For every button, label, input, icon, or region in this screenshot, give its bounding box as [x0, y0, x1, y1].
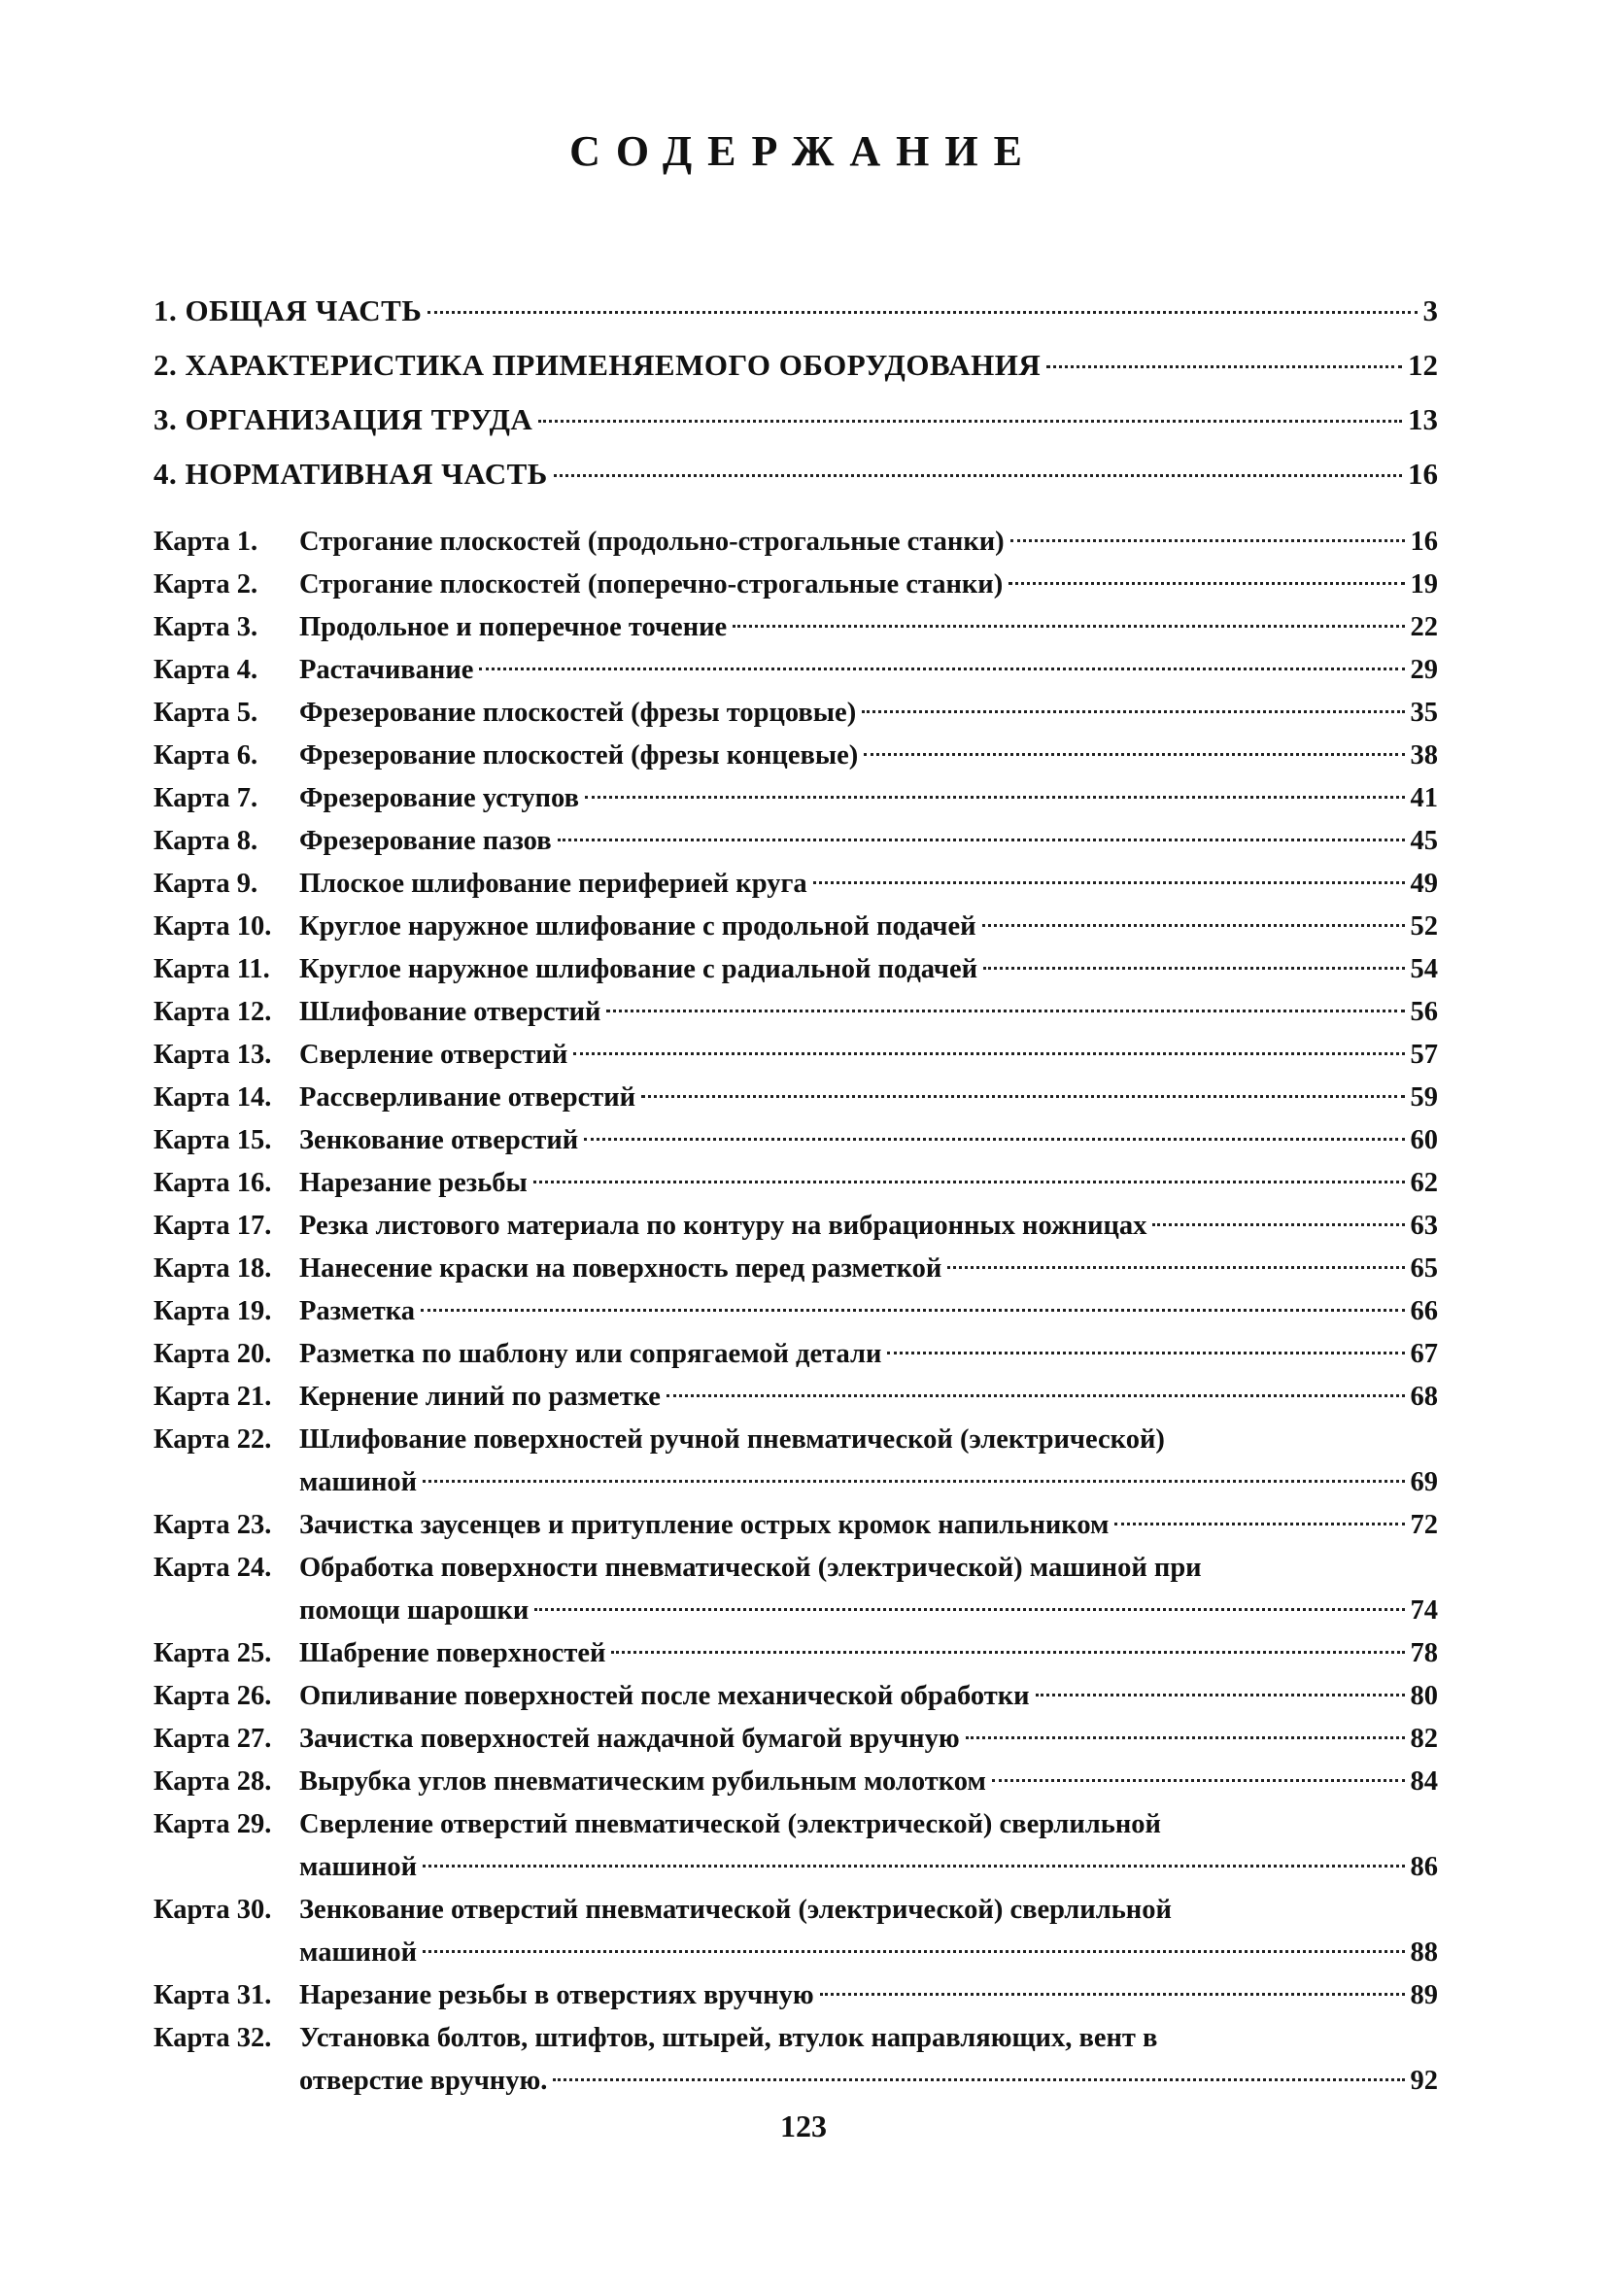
toc-card-row	[299, 1333, 1438, 1376]
toc-page-number: 78	[1410, 1638, 1438, 1668]
toc-card-body	[299, 1504, 1438, 1547]
toc-card-title: машиной	[299, 1467, 418, 1497]
toc-card-number: Карта 28.	[154, 1766, 272, 1797]
toc-card-number: Карта 25.	[154, 1638, 272, 1668]
dot-leader	[421, 1309, 1404, 1312]
toc-card-title-line: Зенкование отверстий пневматической (электрической) сверлильной	[299, 1895, 1172, 1925]
toc-card-number: Карта 13.	[154, 1040, 272, 1070]
toc-section-entry	[154, 291, 1438, 346]
toc-card-row	[299, 1974, 1438, 2017]
toc-card-number: Карта 2.	[154, 569, 258, 600]
toc-card-title: Растачивание	[299, 655, 474, 685]
toc-card-row	[299, 1248, 1438, 1290]
toc-card-body	[299, 1675, 1438, 1718]
toc-page-number: 67	[1410, 1339, 1438, 1369]
toc-card-entry	[154, 606, 1438, 649]
toc-card-row	[299, 1162, 1438, 1205]
toc-card-title: Фрезерование пазов	[299, 826, 552, 856]
toc-card-row	[299, 1632, 1438, 1675]
toc-card-entry	[154, 649, 1438, 692]
toc-card-entry	[154, 735, 1438, 777]
toc-page-number: 52	[1410, 911, 1438, 942]
toc-page-number: 62	[1410, 1168, 1438, 1198]
dot-leader	[992, 1779, 1405, 1782]
toc-card-entry	[154, 906, 1438, 948]
toc-card-title: Нарезание резьбы	[299, 1168, 528, 1198]
toc-page-number: 84	[1410, 1766, 1438, 1797]
toc-card-number: Карта 7.	[154, 783, 258, 813]
toc-card-number: Карта 11.	[154, 954, 270, 984]
toc-card-entry	[154, 1248, 1438, 1290]
toc-card-number: Карта 23.	[154, 1510, 272, 1540]
toc-card-row	[299, 1675, 1438, 1718]
toc-page-number: 92	[1410, 2066, 1438, 2096]
toc-card-row	[299, 1205, 1438, 1248]
toc-card-body	[299, 1333, 1438, 1376]
toc-card-number: Карта 15.	[154, 1125, 272, 1155]
toc-card-entry	[154, 1547, 1438, 1632]
page-title: СОДЕРЖАНИЕ	[569, 127, 1038, 175]
toc-card-title: Круглое наружное шлифование с продольной подачей	[299, 911, 976, 942]
toc-card-title: Опиливание поверхностей после механической обработки	[299, 1681, 1030, 1711]
toc-card-number: Карта 1.	[154, 527, 258, 557]
toc-page-number: 35	[1410, 698, 1438, 728]
toc-page-number: 68	[1410, 1382, 1438, 1412]
toc-page-number: 16	[1408, 457, 1438, 491]
toc-page-number: 56	[1410, 997, 1438, 1027]
toc-card-entry	[154, 1205, 1438, 1248]
toc-card-number: Карта 24.	[154, 1553, 272, 1583]
toc-card-title: Нарезание резьбы в отверстиях вручную	[299, 1980, 814, 2010]
toc-card-row	[299, 1846, 1438, 1889]
toc-card-title: Сверление отверстий	[299, 1040, 568, 1070]
toc-card-title: Зенкование отверстий	[299, 1125, 579, 1155]
toc-card-title: отверстие вручную.	[299, 2066, 548, 2096]
toc-card-number: Карта 17.	[154, 1211, 272, 1241]
toc-card-entry	[154, 1162, 1438, 1205]
toc-card-title: Продольное и поперечное точение	[299, 612, 728, 642]
toc-card-row	[299, 1761, 1438, 1803]
toc-card-title: машиной	[299, 1937, 418, 1968]
toc-card-body	[299, 1205, 1438, 1248]
toc-page-number: 86	[1410, 1852, 1438, 1882]
toc-card-title: помощи шарошки	[299, 1595, 530, 1626]
toc-card-row	[299, 1718, 1438, 1761]
toc-card-body	[299, 991, 1438, 1034]
toc-card-body	[299, 1290, 1438, 1333]
dot-leader	[1046, 365, 1402, 368]
toc-card-body	[299, 1803, 1438, 1889]
dot-leader	[533, 1181, 1405, 1183]
toc-card-title: Круглое наружное шлифование с радиальной подачей	[299, 954, 978, 984]
dot-leader	[982, 924, 1405, 927]
toc-card-title: Разметка по шаблону или сопрягаемой детали	[299, 1339, 882, 1369]
toc-page-number: 74	[1410, 1595, 1438, 1626]
toc-page-number: 60	[1410, 1125, 1438, 1155]
toc-card-title: Фрезерование плоскостей (фрезы торцовые)	[299, 698, 857, 728]
dot-leader	[427, 311, 1417, 314]
toc-page-number: 19	[1410, 569, 1438, 600]
toc-page-number: 29	[1410, 655, 1438, 685]
toc-card-title: Строгание плоскостей (поперечно-строгальные станки)	[299, 569, 1004, 600]
toc-card-entry	[154, 1761, 1438, 1803]
toc-card-entry	[154, 820, 1438, 863]
toc-card-title: Фрезерование плоскостей (фрезы концевые)	[299, 740, 859, 771]
dot-leader	[947, 1266, 1404, 1269]
dot-leader	[887, 1352, 1404, 1354]
dot-leader	[611, 1651, 1404, 1654]
toc-card-title: Вырубка углов пневматическим рубильным молотком	[299, 1766, 986, 1797]
toc-card-row	[299, 991, 1438, 1034]
toc-card-entry	[154, 521, 1438, 564]
dot-leader	[423, 1480, 1404, 1483]
toc-card-row	[299, 606, 1438, 649]
toc-card-row	[299, 649, 1438, 692]
toc-card-body	[299, 649, 1438, 692]
dot-leader	[813, 881, 1405, 884]
toc-card-title-line: Обработка поверхности пневматической (электрической) машиной при	[299, 1553, 1202, 1583]
toc-card-body	[299, 1547, 1438, 1632]
toc-card-entry	[154, 1803, 1438, 1889]
toc-page-number: 13	[1408, 402, 1438, 436]
toc-card-number: Карта 27.	[154, 1724, 272, 1754]
dot-leader	[983, 967, 1404, 970]
toc-card-entry	[154, 1333, 1438, 1376]
toc-card-row	[299, 863, 1438, 906]
toc-card-number: Карта 18.	[154, 1253, 272, 1284]
toc-card-row	[299, 1461, 1438, 1504]
toc-card-body	[299, 1034, 1438, 1077]
toc-card-entry	[154, 1974, 1438, 2017]
toc-section-label: 4. НОРМАТИВНАЯ ЧАСТЬ	[154, 457, 548, 491]
toc-section-label: 3. ОРГАНИЗАЦИЯ ТРУДА	[154, 402, 533, 436]
toc-card-body	[299, 1248, 1438, 1290]
toc-card-body	[299, 1162, 1438, 1205]
page-number: 123	[780, 2108, 827, 2143]
dot-leader	[820, 1993, 1405, 1996]
toc-card-title: Плоское шлифование периферией круга	[299, 869, 807, 899]
dot-leader	[864, 753, 1404, 756]
dot-leader	[1009, 582, 1404, 585]
toc-card-number: Карта 10.	[154, 911, 272, 942]
toc-card-title: Разметка	[299, 1296, 416, 1326]
toc-page-number: 88	[1410, 1937, 1438, 1968]
toc-card-body	[299, 521, 1438, 564]
toc-card-number: Карта 12.	[154, 997, 272, 1027]
dot-leader	[641, 1095, 1404, 1098]
toc-card-row	[299, 692, 1438, 735]
toc-page-number: 69	[1410, 1467, 1438, 1497]
toc-card-title: Нанесение краски на поверхность перед разметкой	[299, 1253, 942, 1284]
toc-card-body	[299, 606, 1438, 649]
toc-card-body	[299, 1632, 1438, 1675]
toc-card-body	[299, 948, 1438, 991]
toc-card-title: Зачистка поверхностей наждачной бумагой вручную	[299, 1724, 960, 1754]
toc-card-row	[299, 948, 1438, 991]
toc-card-row	[299, 2060, 1438, 2103]
toc-card-body	[299, 692, 1438, 735]
toc-page-number: 80	[1410, 1681, 1438, 1711]
toc-section-label: 1. ОБЩАЯ ЧАСТЬ	[154, 293, 423, 327]
toc-card-entry	[154, 1376, 1438, 1419]
toc-card-entry	[154, 991, 1438, 1034]
toc-card-entry	[154, 1290, 1438, 1333]
toc-card-body	[299, 1119, 1438, 1162]
toc-card-row	[299, 521, 1438, 564]
toc-card-entry	[154, 1675, 1438, 1718]
toc-card-row	[299, 906, 1438, 948]
toc-card-body	[299, 1419, 1438, 1504]
toc-card-title: Строгание плоскостей (продольно-строгальные станки)	[299, 527, 1005, 557]
toc-card-entry	[154, 692, 1438, 735]
dot-leader	[667, 1394, 1405, 1397]
toc-page-number: 72	[1410, 1510, 1438, 1540]
toc-card-entry	[154, 777, 1438, 820]
toc-card-number: Карта 19.	[154, 1296, 272, 1326]
toc-section-entry	[154, 346, 1438, 400]
toc-card-entry	[154, 2017, 1438, 2103]
toc-card-title: машиной	[299, 1852, 418, 1882]
toc-card-body	[299, 1889, 1438, 1974]
toc-card-entry	[154, 1419, 1438, 1504]
toc-card-body	[299, 820, 1438, 863]
toc-page-number: 22	[1410, 612, 1438, 642]
toc-card-number: Карта 16.	[154, 1168, 272, 1198]
dot-leader	[423, 1865, 1404, 1868]
toc-card-number: Карта 14.	[154, 1082, 272, 1113]
toc-card-body	[299, 564, 1438, 606]
toc-section-entry	[154, 400, 1438, 455]
card-list	[154, 521, 1438, 2103]
toc-card-row	[299, 820, 1438, 863]
toc-card-number: Карта 26.	[154, 1681, 272, 1711]
toc-card-number: Карта 3.	[154, 612, 258, 642]
toc-card-body	[299, 863, 1438, 906]
dot-leader	[1010, 539, 1405, 542]
toc-card-entry	[154, 948, 1438, 991]
toc-card-title: Кернение линий по разметке	[299, 1382, 661, 1412]
dot-leader	[558, 839, 1405, 841]
toc-card-number: Карта 5.	[154, 698, 258, 728]
dot-leader	[553, 2078, 1404, 2081]
toc-section-entry	[154, 455, 1438, 509]
toc-card-title: Резка листового материала по контуру на вибрационных ножницах	[299, 1211, 1147, 1241]
dot-leader	[423, 1950, 1404, 1953]
section-list	[154, 291, 1438, 509]
toc-card-row	[299, 777, 1438, 820]
toc-card-title: Рассверливание отверстий	[299, 1082, 636, 1113]
toc-page-number: 59	[1410, 1082, 1438, 1113]
toc-card-title: Фрезерование уступов	[299, 783, 579, 813]
toc-card-row	[299, 735, 1438, 777]
toc-card-entry	[154, 1889, 1438, 1974]
toc-card-number: Карта 32.	[154, 2023, 272, 2053]
dot-leader	[534, 1608, 1404, 1611]
toc-card-number: Карта 20.	[154, 1339, 272, 1369]
toc-page-number: 49	[1410, 869, 1438, 899]
toc-card-title-line: Сверление отверстий пневматической (электрической) сверлильной	[299, 1809, 1161, 1839]
toc-card-number: Карта 21.	[154, 1382, 272, 1412]
toc-page-number: 65	[1410, 1253, 1438, 1284]
toc-page-number: 63	[1410, 1211, 1438, 1241]
toc-card-number: Карта 30.	[154, 1895, 272, 1925]
toc-card-title-line: Шлифование поверхностей ручной пневматической (электрической)	[299, 1424, 1165, 1455]
toc-card-row	[299, 564, 1438, 606]
toc-page-number: 57	[1410, 1040, 1438, 1070]
toc-card-number: Карта 6.	[154, 740, 258, 771]
toc-card-title: Шабрение поверхностей	[299, 1638, 606, 1668]
toc-card-row	[299, 1119, 1438, 1162]
toc-card-entry	[154, 1632, 1438, 1675]
toc-page-number: 89	[1410, 1980, 1438, 2010]
toc-card-row	[299, 1504, 1438, 1547]
toc-card-number: Карта 29.	[154, 1809, 272, 1839]
toc-page-number: 3	[1422, 293, 1438, 327]
toc-card-entry	[154, 1119, 1438, 1162]
toc-card-body	[299, 1761, 1438, 1803]
dot-leader	[606, 1010, 1404, 1012]
toc-card-number: Карта 8.	[154, 826, 258, 856]
toc-card-number: Карта 9.	[154, 869, 258, 899]
toc-page-number: 82	[1410, 1724, 1438, 1754]
toc-card-number: Карта 31.	[154, 1980, 272, 2010]
toc-card-body	[299, 1974, 1438, 2017]
dot-leader	[538, 420, 1402, 423]
toc-page-number: 38	[1410, 740, 1438, 771]
toc-page-number: 41	[1410, 783, 1438, 813]
toc-card-row	[299, 1932, 1438, 1974]
toc-card-entry	[154, 1077, 1438, 1119]
dot-leader	[585, 796, 1405, 799]
dot-leader	[1036, 1694, 1405, 1696]
toc-card-entry	[154, 1504, 1438, 1547]
toc-card-row	[299, 1034, 1438, 1077]
toc-section-label: 2. ХАРАКТЕРИСТИКА ПРИМЕНЯЕМОГО ОБОРУДОВАНИЯ	[154, 348, 1042, 382]
toc-page-number: 16	[1410, 527, 1438, 557]
toc-card-body	[299, 735, 1438, 777]
toc-card-body	[299, 1718, 1438, 1761]
toc-card-row	[299, 1590, 1438, 1632]
toc-card-entry	[154, 863, 1438, 906]
toc-card-number: Карта 4.	[154, 655, 258, 685]
dot-leader	[1114, 1523, 1404, 1525]
toc-card-body	[299, 2017, 1438, 2103]
dot-leader	[862, 710, 1404, 713]
toc-card-title: Шлифование отверстий	[299, 997, 601, 1027]
toc-card-number: Карта 22.	[154, 1424, 272, 1455]
dot-leader	[554, 474, 1402, 477]
toc-card-row	[299, 1376, 1438, 1419]
toc-card-body	[299, 906, 1438, 948]
toc-card-row	[299, 1290, 1438, 1333]
toc-card-title: Зачистка заусенцев и притупление острых кромок напильником	[299, 1510, 1110, 1540]
dot-leader	[584, 1138, 1404, 1141]
toc-page-number: 54	[1410, 954, 1438, 984]
dot-leader	[573, 1052, 1404, 1055]
toc-page-number: 45	[1410, 826, 1438, 856]
toc-card-entry	[154, 564, 1438, 606]
toc-page-number: 66	[1410, 1296, 1438, 1326]
dot-leader	[733, 625, 1404, 628]
dot-leader	[1152, 1223, 1404, 1226]
toc-card-entry	[154, 1034, 1438, 1077]
toc-card-entry	[154, 1718, 1438, 1761]
toc-page-number: 12	[1408, 348, 1438, 382]
toc-card-title-line: Установка болтов, штифтов, штырей, втулок направляющих, вент в	[299, 2023, 1158, 2053]
toc-card-row	[299, 1077, 1438, 1119]
dot-leader	[966, 1736, 1405, 1739]
toc-card-body	[299, 777, 1438, 820]
dot-leader	[479, 668, 1404, 670]
toc-card-body	[299, 1376, 1438, 1419]
toc-card-body	[299, 1077, 1438, 1119]
